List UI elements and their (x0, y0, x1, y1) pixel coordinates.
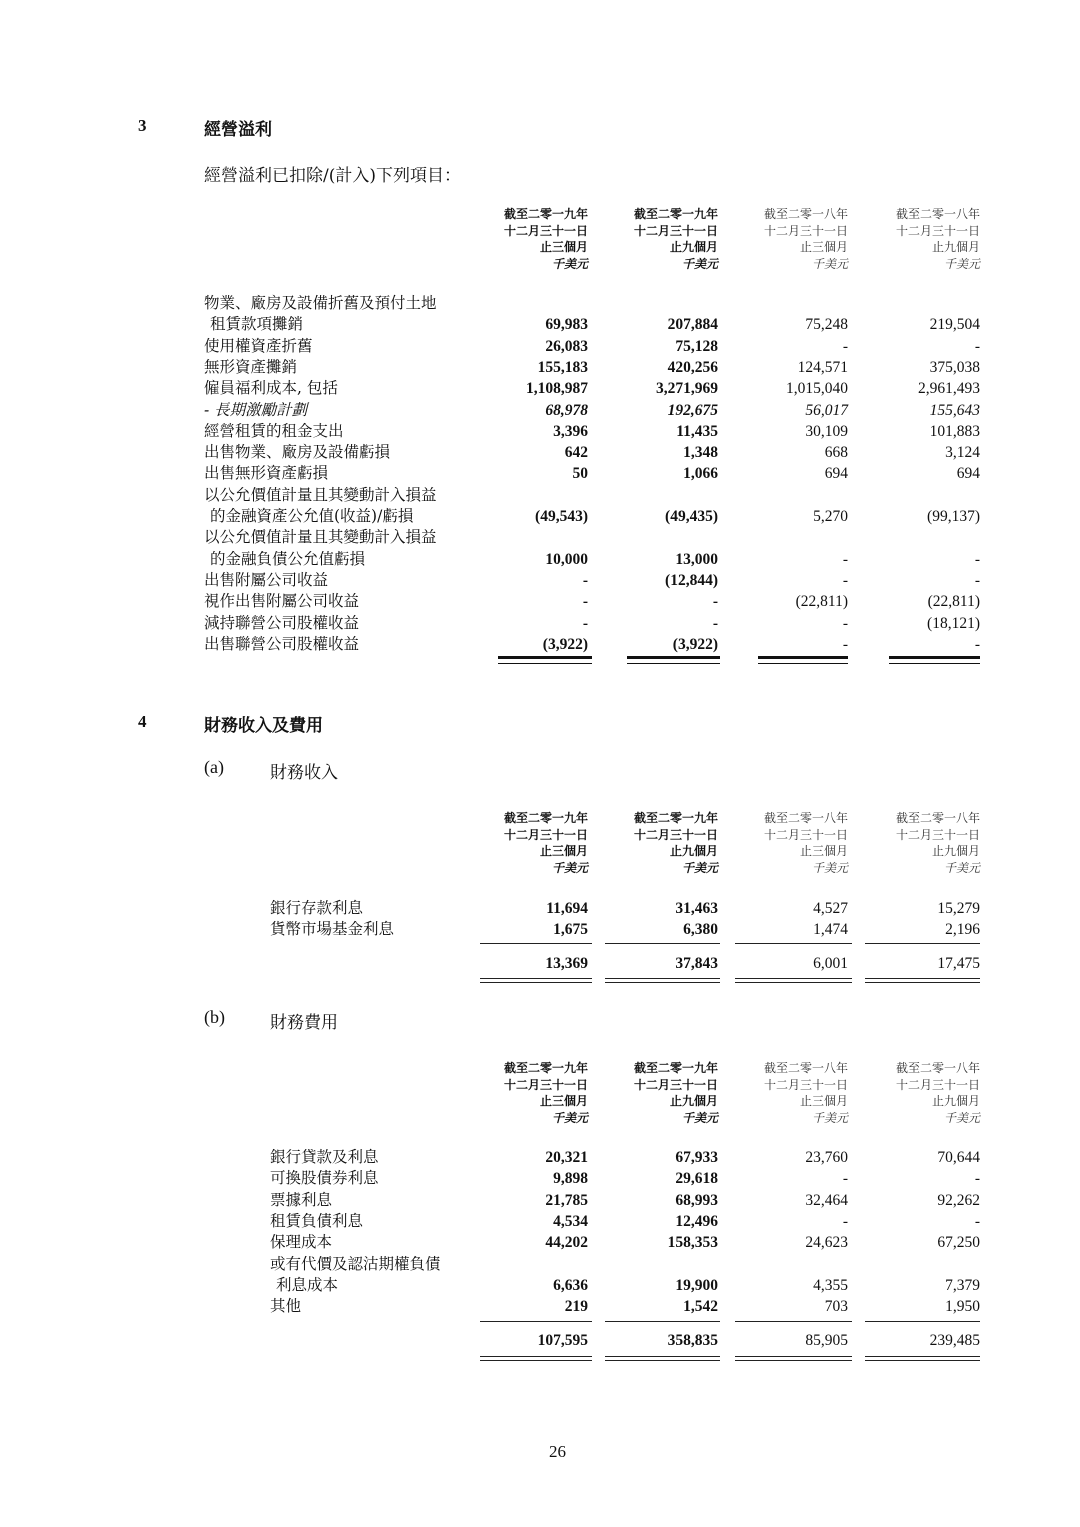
column-header-4 (850, 810, 980, 876)
row-6-value-col-3: 30,109 (805, 422, 848, 440)
cost-row-1-col-1: 20,321 (545, 1149, 588, 1166)
cost-row-4-col-3: - (842, 1212, 848, 1230)
row-12-value-col-2: - (712, 593, 718, 611)
column-header-line: 十二月三十一日 (763, 827, 848, 842)
row-10-value-col-3: - (842, 550, 848, 568)
column-unit: 千美元 (811, 256, 848, 271)
row-11-value-col-4: - (974, 571, 980, 589)
row-13-value-col-2: - (712, 614, 718, 632)
row-7-value-col-2: 1,348 (683, 444, 718, 462)
column-header-line: 十二月三十一日 (503, 223, 588, 238)
row-label: 減持聯營公司股權收益 (204, 613, 360, 632)
row-9-value-col-1: (49,543) (535, 508, 588, 525)
cost-row-4-col-1: 4,534 (553, 1212, 588, 1230)
column-header-line: 十二月三十一日 (763, 223, 848, 238)
row-14-value-col-1: (3,922) (542, 635, 588, 653)
subtotal-rule (735, 1321, 852, 1322)
column-unit: 千美元 (551, 256, 588, 271)
cost-row-5-col-2: 158,353 (667, 1234, 718, 1252)
row-5-value-col-4: 155,643 (929, 401, 980, 419)
section-3-number: 3 (138, 116, 147, 135)
column-header-2 (588, 810, 718, 876)
cost-total-col-2: 358,835 (667, 1332, 718, 1349)
column-header-line: 截至二零一九年 (503, 207, 588, 221)
column-header-line: 十二月三十一日 (503, 1077, 588, 1092)
row-label: 以公允價值計量且其變動計入損益 (204, 485, 437, 504)
row-7-value-col-3: 668 (824, 444, 848, 462)
total-double-rule (865, 978, 980, 983)
column-header-line: 截至二零一九年 (503, 1061, 588, 1075)
row-4-value-col-2: 3,271,969 (656, 380, 718, 398)
cost-total-col-1: 107,595 (537, 1332, 588, 1349)
row-label: 物業、廠房及設備折舊及預付土地 (204, 294, 437, 312)
cost-row-6-col-2: 19,900 (675, 1276, 718, 1294)
income-row-2-col-4: 2,196 (945, 921, 980, 939)
row-9-value-col-4: (99,137) (927, 508, 980, 525)
cost-row-2-col-4: - (974, 1170, 980, 1188)
total-double-rule (480, 1356, 592, 1361)
subsection-a-title: 財務收入 (270, 763, 338, 783)
column-header-2 (588, 1060, 718, 1126)
column-header-4 (850, 1060, 980, 1126)
row-14-value-col-3: - (842, 635, 848, 653)
subsection-b-title: 財務費用 (270, 1013, 338, 1033)
subtotal-rule (480, 1321, 592, 1322)
row-12-value-col-4: (22,811) (927, 593, 980, 611)
column-header-line: 止九個月 (931, 240, 980, 254)
row-5-value-col-3: 56,017 (805, 401, 848, 419)
column-header-line: 止三個月 (539, 240, 588, 254)
total-double-rule (605, 978, 720, 983)
column-unit: 千美元 (681, 860, 718, 875)
cost-row-1-col-4: 70,644 (937, 1149, 980, 1166)
column-header-line: 止九個月 (669, 240, 718, 254)
row-2-value-col-3: - (842, 337, 848, 355)
row-5-value-col-1: 68,978 (545, 401, 588, 419)
row-label: 保理成本 (270, 1233, 333, 1252)
cost-row-4-col-4: - (974, 1212, 980, 1230)
cost-row-2-col-3: - (842, 1170, 848, 1188)
column-unit: 千美元 (943, 860, 980, 875)
subsection-b-label: (b) (204, 1007, 225, 1027)
column-header-line: 止三個月 (799, 844, 848, 858)
income-total-col-4: 17,475 (937, 955, 980, 972)
column-header-3 (718, 1060, 848, 1126)
total-double-rule (735, 978, 852, 983)
cost-row-5-col-3: 24,623 (805, 1234, 848, 1252)
subtotal-rule (605, 943, 720, 944)
row-11-value-col-3: - (842, 571, 848, 589)
row-10-value-col-2: 13,000 (675, 550, 718, 568)
row-label: 貨幣市場基金利息 (270, 920, 395, 939)
section-4-number: 4 (138, 712, 147, 731)
row-3-value-col-2: 420,256 (667, 358, 718, 376)
income-row-2-col-2: 6,380 (683, 921, 718, 939)
column-header-line: 止九個月 (931, 1094, 980, 1108)
column-header-line: 止三個月 (539, 844, 588, 858)
row-label: 出售聯營公司股權收益 (204, 634, 360, 653)
row-9-value-col-3: 5,270 (813, 508, 848, 525)
column-header-line: 截至二零一九年 (633, 207, 718, 221)
page-number: 26 (549, 1442, 566, 1461)
column-header-line: 十二月三十一日 (503, 827, 588, 842)
cost-total-col-4: 239,485 (929, 1332, 980, 1349)
column-header-line: 十二月三十一日 (633, 1077, 718, 1092)
column-header-line: 止三個月 (539, 1094, 588, 1108)
column-header-line: 截至二零一八年 (763, 811, 848, 825)
column-header-2 (588, 206, 718, 272)
column-header-line: 截至二零一九年 (503, 811, 588, 825)
cost-row-3-col-2: 68,993 (675, 1191, 718, 1209)
row-label: 的金融負債公允值虧損 (210, 549, 366, 568)
row-8-value-col-1: 50 (572, 465, 588, 483)
cost-row-3-col-4: 92,262 (937, 1191, 980, 1209)
column-header-line: 截至二零一八年 (895, 1061, 980, 1075)
cost-row-4-col-2: 12,496 (675, 1212, 718, 1230)
row-6-value-col-1: 3,396 (553, 422, 588, 440)
row-3-value-col-1: 155,183 (537, 358, 588, 376)
row-8-value-col-2: 1,066 (683, 465, 718, 483)
subtotal-rule (865, 1321, 980, 1322)
row-8-value-col-3: 694 (824, 465, 848, 483)
total-double-rule (605, 1356, 720, 1361)
total-double-rule (627, 656, 720, 664)
cost-row-5-col-1: 44,202 (545, 1234, 588, 1252)
column-header-line: 止三個月 (799, 240, 848, 254)
column-header-line: 止九個月 (931, 844, 980, 858)
row-label: 銀行貸款及利息 (270, 1148, 379, 1166)
row-label: 租賃款項攤銷 (210, 315, 304, 334)
column-header-line: 截至二零一八年 (763, 1061, 848, 1075)
row-6-value-col-4: 101,883 (929, 422, 980, 440)
row-label: 使用權資產折舊 (204, 336, 313, 355)
income-row-1-col-4: 15,279 (937, 900, 980, 917)
column-unit: 千美元 (943, 1110, 980, 1125)
row-3-value-col-3: 124,571 (797, 358, 848, 376)
total-double-rule (498, 656, 592, 664)
cost-row-3-col-1: 21,785 (545, 1191, 588, 1209)
income-row-1-col-1: 11,694 (546, 900, 588, 917)
row-label: 銀行存款利息 (270, 899, 364, 917)
column-header-line: 十二月三十一日 (633, 223, 718, 238)
section-3-intro: 經營溢利已扣除/(計入)下列項目： (204, 166, 461, 186)
row-label: 出售附屬公司收益 (204, 570, 329, 589)
section-4-title: 財務收入及費用 (204, 716, 323, 736)
row-label: 可換股債券利息 (270, 1169, 379, 1188)
subtotal-rule (735, 943, 852, 944)
row-4-value-col-3: 1,015,040 (786, 380, 848, 398)
row-label: 經營租賃的租金支出 (204, 421, 344, 440)
row-13-value-col-4: (18,121) (927, 614, 980, 632)
cost-row-2-col-2: 29,618 (675, 1170, 718, 1188)
row-label: 出售物業、廠房及設備虧損 (204, 443, 391, 462)
row-1-value-col-1: 69,983 (545, 316, 588, 334)
total-double-rule (758, 656, 848, 664)
row-5-value-col-2: 192,675 (667, 401, 718, 419)
row-label: 票據利息 (270, 1190, 333, 1209)
column-header-4 (850, 206, 980, 272)
row-14-value-col-2: (3,922) (672, 635, 718, 653)
cost-total-col-3: 85,905 (805, 1332, 848, 1349)
cost-row-6-col-3: 4,355 (813, 1276, 848, 1294)
column-header-line: 截至二零一九年 (633, 1061, 718, 1075)
column-header-1 (458, 810, 588, 876)
cost-row-1-col-2: 67,933 (675, 1149, 718, 1166)
cost-row-7-col-3: 703 (824, 1298, 848, 1316)
total-double-rule (480, 978, 592, 983)
row-4-value-col-4: 2,961,493 (918, 380, 980, 398)
row-label: 出售無形資產虧損 (204, 464, 329, 483)
cost-row-3-col-3: 32,464 (805, 1191, 848, 1209)
column-unit: 千美元 (811, 1110, 848, 1125)
column-header-line: 十二月三十一日 (895, 827, 980, 842)
row-12-value-col-1: - (582, 593, 588, 611)
row-label: 利息成本 (276, 1275, 339, 1294)
subsection-a-label: (a) (204, 757, 224, 777)
column-header-3 (718, 810, 848, 876)
subtotal-rule (480, 943, 592, 944)
column-header-line: 十二月三十一日 (763, 1077, 848, 1092)
income-total-col-1: 13,369 (545, 955, 588, 972)
column-header-line: 截至二零一九年 (633, 811, 718, 825)
row-label: - 長期激勵計劃 (204, 400, 308, 419)
column-unit: 千美元 (811, 860, 848, 875)
row-label: 或有代價及認沽期權負債 (270, 1254, 441, 1273)
row-11-value-col-2: (12,844) (665, 571, 718, 589)
column-header-line: 止九個月 (669, 1094, 718, 1108)
column-unit: 千美元 (681, 256, 718, 271)
row-14-value-col-4: - (974, 635, 980, 653)
row-label: 以公允價值計量且其變動計入損益 (204, 528, 437, 547)
column-unit: 千美元 (551, 1110, 588, 1125)
row-9-value-col-2: (49,435) (665, 508, 718, 525)
row-label: 租賃負債利息 (270, 1211, 364, 1230)
column-header-1 (458, 1060, 588, 1126)
column-header-line: 截至二零一八年 (895, 811, 980, 825)
cost-row-5-col-4: 67,250 (937, 1234, 980, 1252)
row-label: 無形資產攤銷 (204, 357, 298, 376)
column-unit: 千美元 (551, 860, 588, 875)
column-header-line: 截至二零一八年 (763, 207, 848, 221)
column-unit: 千美元 (681, 1110, 718, 1125)
cost-row-2-col-1: 9,898 (553, 1170, 588, 1188)
row-7-value-col-1: 642 (564, 444, 588, 462)
cost-row-7-col-1: 219 (564, 1298, 588, 1316)
row-10-value-col-1: 10,000 (545, 550, 588, 568)
subtotal-rule (605, 1321, 720, 1322)
column-header-line: 十二月三十一日 (633, 827, 718, 842)
income-row-1-col-2: 31,463 (675, 900, 718, 917)
column-header-line: 止九個月 (669, 844, 718, 858)
row-1-value-col-2: 207,884 (667, 316, 718, 334)
cost-row-6-col-4: 7,379 (945, 1276, 980, 1294)
cost-row-7-col-4: 1,950 (945, 1298, 980, 1316)
income-total-col-2: 37,843 (675, 955, 718, 972)
income-row-2-col-3: 1,474 (813, 921, 848, 939)
income-row-1-col-3: 4,527 (813, 900, 848, 917)
cost-row-1-col-3: 23,760 (805, 1149, 848, 1166)
subtotal-rule (865, 943, 980, 944)
row-7-value-col-4: 3,124 (945, 444, 980, 462)
column-header-1 (458, 206, 588, 272)
column-unit: 千美元 (943, 256, 980, 271)
row-6-value-col-2: 11,435 (676, 422, 718, 440)
total-double-rule (735, 1356, 852, 1361)
column-header-3 (718, 206, 848, 272)
column-header-line: 十二月三十一日 (895, 1077, 980, 1092)
total-double-rule (889, 656, 980, 664)
row-2-value-col-1: 26,083 (545, 337, 588, 355)
row-13-value-col-3: - (842, 614, 848, 632)
row-1-value-col-4: 219,504 (929, 316, 980, 334)
row-1-value-col-3: 75,248 (805, 316, 848, 334)
row-10-value-col-4: - (974, 550, 980, 568)
row-8-value-col-4: 694 (956, 465, 980, 483)
column-header-line: 截至二零一八年 (895, 207, 980, 221)
row-3-value-col-4: 375,038 (929, 358, 980, 376)
row-11-value-col-1: - (582, 571, 588, 589)
row-label: 視作出售附屬公司收益 (204, 592, 360, 611)
row-13-value-col-1: - (582, 614, 588, 632)
row-label: 僱員福利成本, 包括 (204, 379, 338, 398)
row-12-value-col-3: (22,811) (795, 593, 848, 611)
column-header-line: 十二月三十一日 (895, 223, 980, 238)
row-4-value-col-1: 1,108,987 (526, 380, 588, 398)
section-3-title: 經營溢利 (204, 120, 272, 140)
income-row-2-col-1: 1,675 (553, 921, 588, 939)
column-header-line: 止三個月 (799, 1094, 848, 1108)
income-total-col-3: 6,001 (813, 955, 848, 972)
cost-row-7-col-2: 1,542 (683, 1298, 718, 1316)
total-double-rule (865, 1356, 980, 1361)
row-2-value-col-2: 75,128 (675, 337, 718, 355)
cost-row-6-col-1: 6,636 (553, 1276, 588, 1294)
row-label: 其他 (270, 1297, 302, 1316)
row-2-value-col-4: - (974, 337, 980, 355)
row-label: 的金融資產公允值(收益)/虧損 (210, 507, 414, 525)
